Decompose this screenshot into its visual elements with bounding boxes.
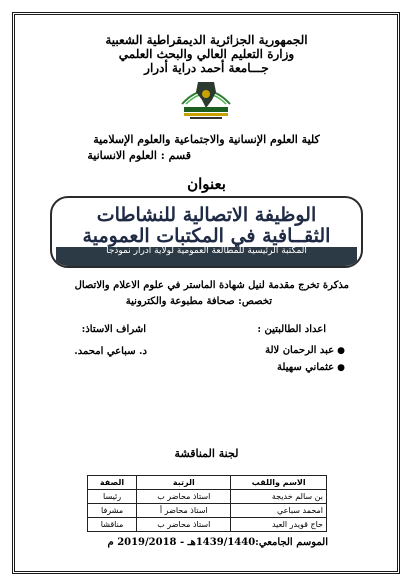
jury-member-role: رئيسا (88, 490, 137, 504)
jury-header-role: الصفة (88, 476, 137, 490)
supervisor-name: د. سباعي امحمد. (74, 346, 147, 357)
university-logo (176, 74, 236, 126)
jury-member-name: بن سالم خديجة (231, 490, 327, 504)
thesis-title-line1: الوظيفة الاتصالية للنشاطات (96, 204, 317, 226)
title-label: بعنوان (187, 175, 226, 193)
university-header: جـــامعة أحمد دراية أدرار (144, 61, 269, 75)
table-row (88, 490, 327, 504)
thesis-title-line2: الثقــافية في المكتبات العمومية (82, 225, 331, 247)
faculty-name: كلية العلوم الإنسانية والاجتماعية والعلوم الإسلامية (93, 133, 320, 146)
jury-member-name: حاج قويدر العيد (231, 518, 327, 532)
jury-member-rank: استاذ محاضر ب (137, 490, 231, 504)
jury-member-rank: استاذ محاضر ب (137, 518, 231, 532)
jury-header-name: الاسم واللقب (231, 476, 327, 490)
student-name: ●عثماني سهيلة (277, 362, 345, 373)
ministry-header: وزارة التعليم العالي والبحث العلمي (118, 47, 295, 61)
jury-header-rank: الرتبة (137, 476, 231, 490)
student-name: ●عبد الرحمان لالة (265, 345, 345, 356)
jury-title: لجنة المناقشة (174, 447, 239, 460)
jury-member-role: مشرفا (88, 504, 137, 518)
republic-header: الجمهورية الجزائرية الديمقراطية الشعبية (105, 33, 308, 47)
bullet-icon: ● (337, 346, 345, 356)
thesis-title-box (50, 196, 363, 268)
academic-year: الموسم الجامعي:1439/1440هـ - 2019/2018 م (107, 537, 328, 548)
jury-member-rank: استاذ محاضر أ (137, 504, 231, 518)
jury-header-row (88, 476, 327, 490)
thesis-subtitle: المكتبة الرئيسية للمطالعة العمومية لولاية أدرار نموذجاً (56, 247, 357, 266)
department-name: قسم : العلوم الانسانية (87, 149, 191, 162)
bullet-icon: ● (337, 363, 345, 373)
table-row (88, 504, 327, 518)
table-row (88, 518, 327, 532)
jury-member-name: امحمد سباعي (231, 504, 327, 518)
jury-member-role: مناقشا (88, 518, 137, 532)
specialty: تخصص: صحافة مطبوعة والكترونية (125, 296, 272, 307)
supervisor-label: اشراف الاستاذ: (81, 324, 146, 335)
students-label: اعداد الطالبتين : (257, 324, 326, 335)
memo-description: مذكرة تخرج مقدمة لنيل شهادة الماستر في علوم الاعلام والاتصال (74, 280, 349, 291)
jury-table (87, 475, 327, 532)
